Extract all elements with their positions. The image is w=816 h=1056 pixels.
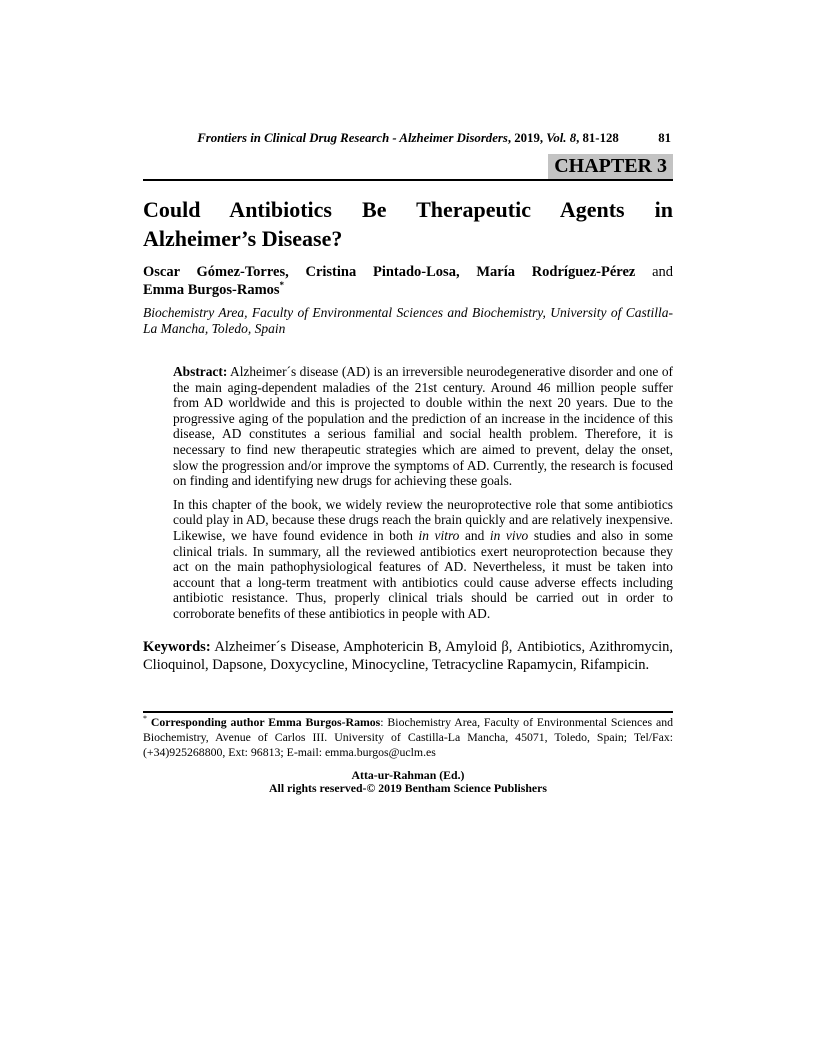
copyright-line: All rights reserved-© 2019 Bentham Science Publishers [269,781,547,796]
chapter-rule [143,154,673,181]
keywords-section [143,638,673,674]
author-list [143,263,673,299]
abstract-paragraph-2-mid: and [459,527,490,543]
running-head [143,0,673,145]
footnote-separator [143,711,673,713]
corresponding-author-name: Emma Burgos-Ramos [143,282,280,298]
citation-volume: Vol. 8 [546,131,577,145]
citation-year: , 2019, [507,131,547,145]
in-vitro-term: in vitro [418,527,460,543]
corresponding-author-footnote [143,715,673,761]
text-column [143,0,673,796]
journal-title: Frontiers in Clinical Drug Research - Alzheimer Disorders [197,131,508,145]
footnote-mark: * [143,713,147,723]
author-names: Oscar Gómez-Torres, Cristina Pintado-Losa, María Rodríguez-Pérez [143,264,636,280]
abstract-label: Abstract: [173,364,228,379]
abstract-section [173,364,673,622]
paper-title-line1: Could Antibiotics Be Therapeutic Agents in [143,197,673,222]
paper-title-line2: Alzheimer’s Disease? [143,226,343,251]
corresponding-author-mark: * [279,280,285,291]
journal-citation [197,131,619,145]
chapter-badge: CHAPTER 3 [548,154,673,179]
authors-and: and [635,264,674,280]
abstract-paragraph-2 [173,497,673,622]
citation-pages: , 81-128 [576,131,619,145]
authors-line1 [143,263,673,281]
keywords-text: Alzheimer´s Disease, Amphotericin B, Amyloid β, Antibiotics, Azithromycin, Clioquinol, Dapsone, Doxycycline, Minocycline, Tetracycline Rapamycin, Rifampicin. [143,638,673,673]
abstract-paragraph-2-end: studies and also in some clinical trials. In summary, all the reviewed antibiotics exert neuroprotection because they act on the main pathophysiological features of AD. Nevertheless, it must be taken into account that a long-term treatment with antibiotics could cause adverse effects including antibiotic resistance. Thus, properly clinical trials should be carried out in order to corroborate benefits of these antibiotics in people with AD. [173,527,673,621]
editor-line: Atta-ur-Rahman (Ed.) [351,767,465,782]
footnote-bold-lead: Corresponding author Emma Burgos-Ramos [147,714,381,729]
affiliation: Biochemistry Area, Faculty of Environmental Sciences and Biochemistry, University of Castilla-La Mancha, Toledo, Spain [143,305,673,336]
page-number: 81 [658,131,671,145]
paper-title [143,195,673,253]
abstract-paragraph-2-start: In this chapter of the book, we widely review the neuroprotective role that some antibiotics could play in AD, because these drugs reach the brain quickly and are relatively inexpensive. Likewise, we have found evidence in both [173,496,673,543]
keywords-label: Keywords: [143,638,211,655]
abstract-paragraph-1 [173,364,673,489]
imprint-block [143,769,673,796]
footnote-text: : Biochemistry Area, Faculty of Environmental Sciences and Biochemistry, Avenue of Carlos III. University of Castilla-La Mancha, 45071, Toledo, Spain; Tel/Fax: (+34)925268800, Ext: 96813; E-mail: emma.burgos@uclm.es [143,714,674,760]
abstract-paragraph-1-text: Alzheimer´s disease (AD) is an irreversible neurodegenerative disorder and one of the main aging-dependent maladies of the 21st century. Around 46 million people suffer from AD worldwide and this is projected to double within the next 20 years. Due to the progressive aging of the population and the prediction of an increase in the incidence of this disease, AD constitutes a serious familial and social health problem. Therefore, it is necessary to find new therapeutic strategies which are aimed to prevent, delay the onset, slow the progression and/or improve the symptoms of AD. Currently, the research is focused on finding and identifying new drugs for achieving these goals. [173,364,673,489]
in-vivo-term: in vivo [489,527,529,543]
authors-line2 [143,281,673,299]
